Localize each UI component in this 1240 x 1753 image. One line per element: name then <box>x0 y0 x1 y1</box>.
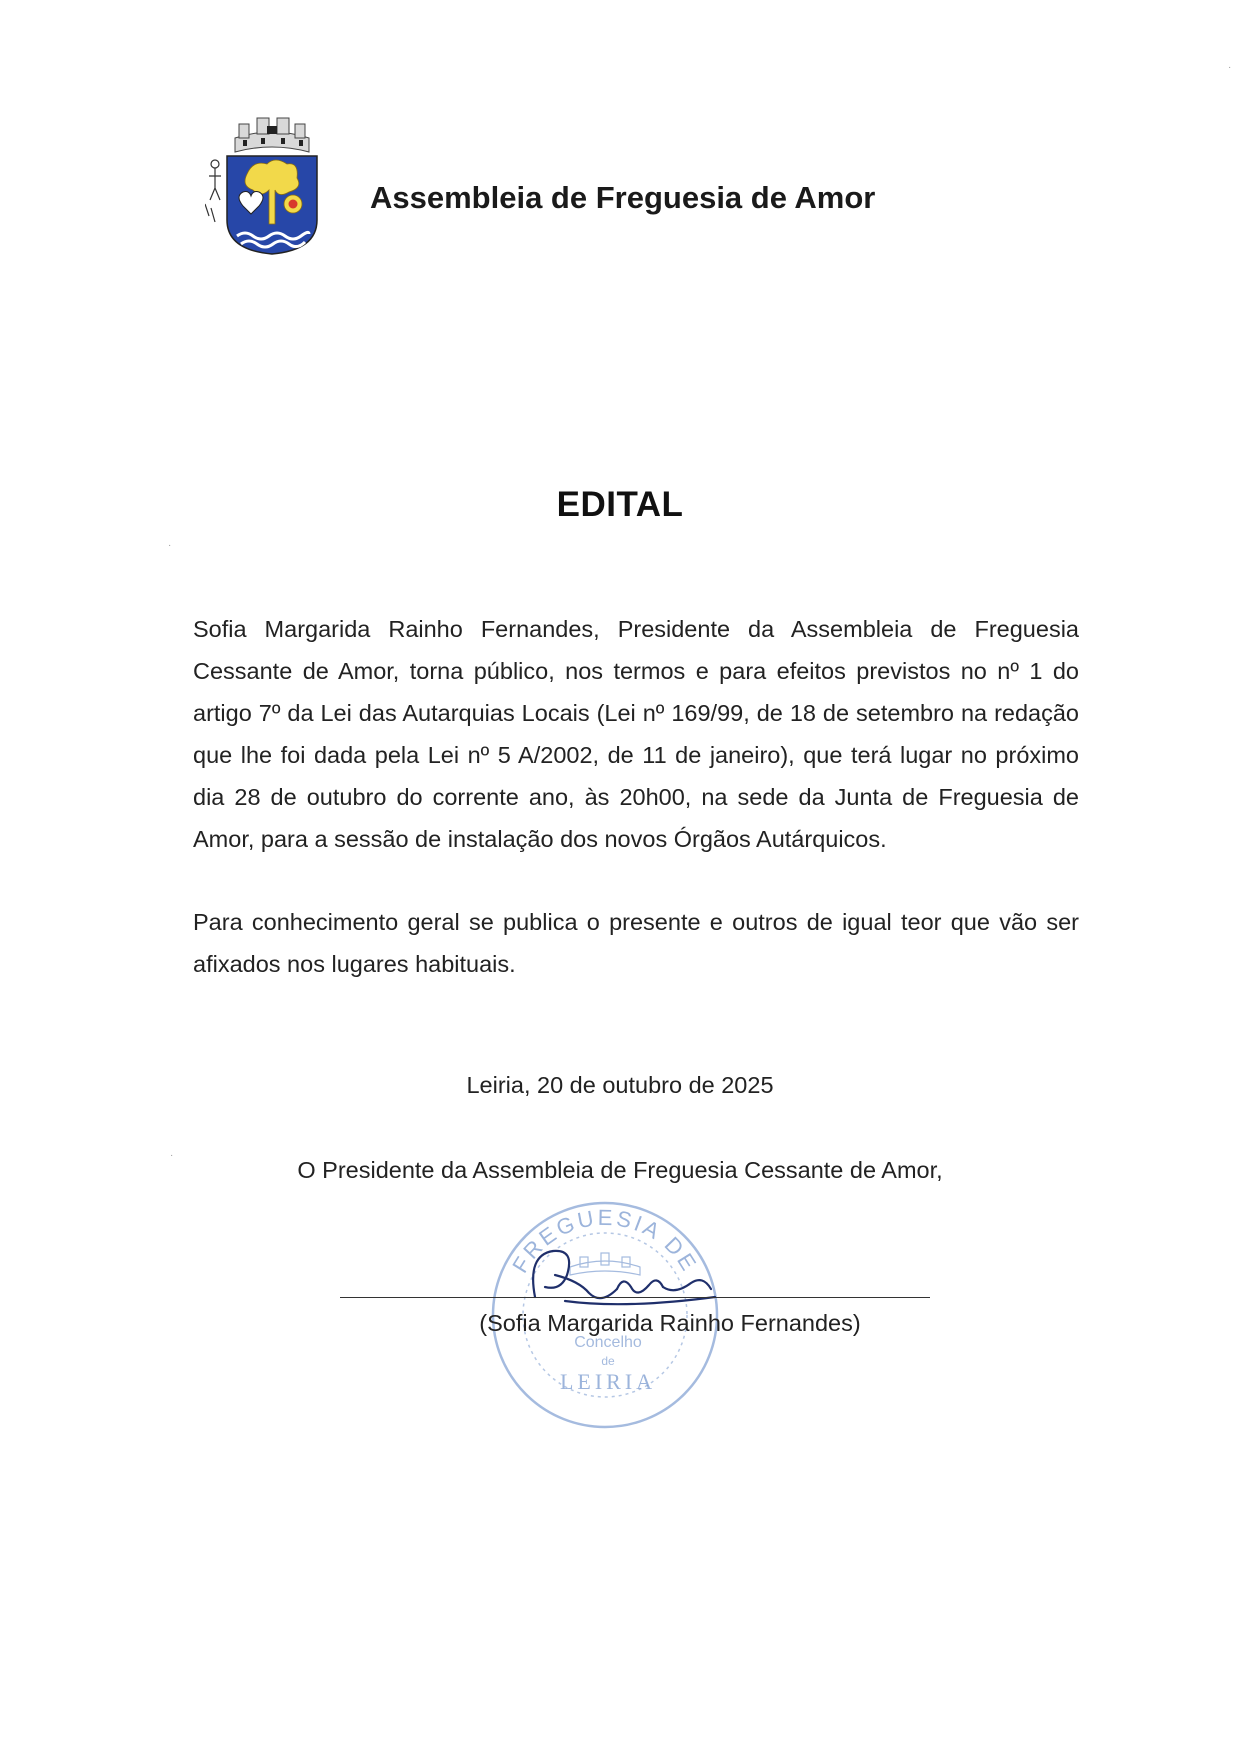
body-paragraph-1: Sofia Margarida Rainho Fernandes, Presidente da Assembleia de Freguesia Cessante de Amor, torna público, nos termos e para efeitos previstos no nº 1 do artigo 7º da Lei das Autarquias Locais (Lei nº 169/99, de 18 de setembro na redação que lhe foi dada pela Lei nº 5 A/2002, de 11 de janeiro), que terá lugar no próximo dia 28 de outubro do corrente ano, às 20h00, na sede da Junta de Freguesia de Amor, para a sessão de instalação dos novos Órgãos Autárquicos. <box>193 616 1079 852</box>
scan-speck: · <box>1228 62 1232 73</box>
scan-speck: · <box>170 1150 174 1161</box>
signature-line <box>340 1297 930 1298</box>
stamp-bottom-text: LEIRIA <box>559 1369 657 1394</box>
document-title: EDITAL <box>556 485 684 524</box>
stamp-small-text: de <box>601 1354 615 1368</box>
coat-of-arms-icon <box>205 112 340 260</box>
stamp-middle-text: Concelho <box>574 1334 642 1351</box>
place-date: Leiria, 20 de outubro de 2025 <box>466 1072 774 1098</box>
stamp-top-text: FREGUESIA DE <box>507 1204 703 1278</box>
organization-title: Assembleia de Freguesia de Amor <box>370 180 876 215</box>
body-paragraph-2: Para conhecimento geral se publica o presente e outros de igual teor que vão ser afixados nos lugares habituais. <box>193 909 1079 977</box>
scan-speck: · <box>168 540 172 551</box>
closing-line: O Presidente da Assembleia de Freguesia Cessante de Amor, <box>297 1157 943 1183</box>
signer-name: (Sofia Margarida Rainho Fernandes) <box>479 1310 861 1336</box>
